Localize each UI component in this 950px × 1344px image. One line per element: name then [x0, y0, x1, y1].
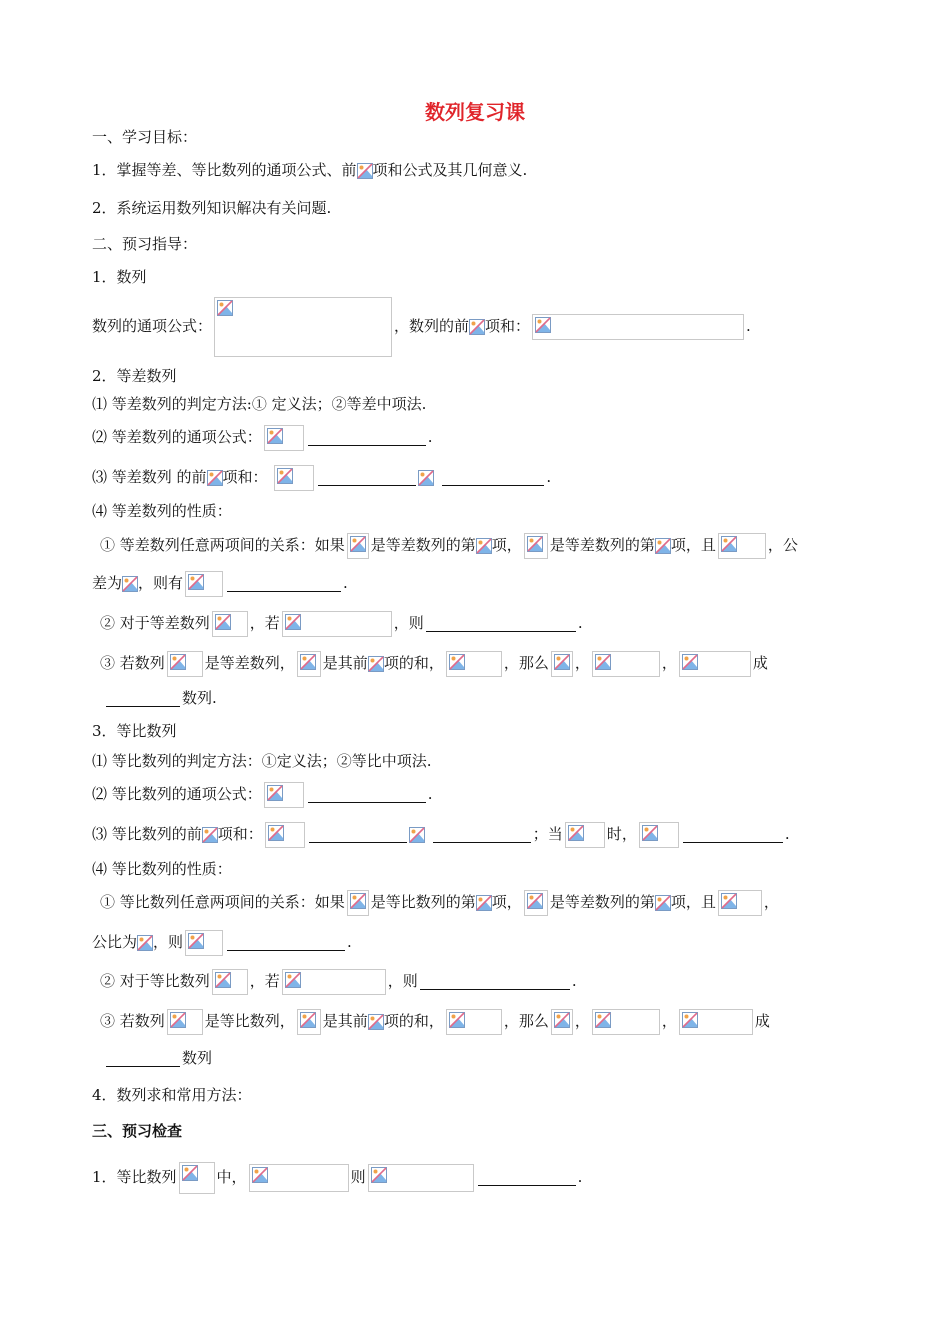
broken-image-icon	[137, 935, 153, 951]
broken-image-icon	[595, 1012, 611, 1028]
broken-image-icon	[215, 972, 231, 988]
text-line: ① 等比数列任意两项间的关系：如果 是等比数列的第 项， 是等差数列的第 项，且 ，	[92, 887, 890, 917]
fill-blank[interactable]	[227, 936, 345, 951]
broken-image-icon	[527, 536, 543, 552]
text-line: ⑷ 等差数列的性质：	[92, 502, 232, 520]
fill-blank[interactable]	[309, 828, 407, 843]
text-line: ① 等差数列任意两项间的关系：如果 是等差数列的第 项， 是等差数列的第 项，且 ，公	[92, 530, 890, 560]
formula-image	[264, 782, 304, 808]
broken-image-icon	[655, 538, 671, 554]
text-line: ③ 若数列 是等比数列， 是其前 项的和， ，那么 ， ， 成	[92, 1006, 890, 1036]
formula-image	[265, 822, 305, 848]
broken-image-icon	[170, 1012, 186, 1028]
broken-image-icon	[182, 1165, 198, 1181]
broken-image-icon	[215, 614, 231, 630]
text-line: ⑵ 等差数列的通项公式： .	[92, 422, 890, 452]
broken-image-icon	[409, 827, 425, 843]
broken-image-icon	[595, 654, 611, 670]
formula-image	[282, 969, 386, 995]
fill-blank[interactable]	[442, 471, 544, 486]
broken-image-icon	[655, 895, 671, 911]
text-line: 1．掌握等差、等比数列的通项公式、前 项和公式及其几何意义.	[92, 161, 528, 179]
formula-image	[249, 1164, 349, 1192]
broken-image-icon	[350, 893, 366, 909]
fill-blank[interactable]	[433, 828, 531, 843]
subsection-heading: 1．数列	[92, 268, 147, 286]
formula-image	[718, 533, 766, 559]
broken-image-icon	[476, 895, 492, 911]
formula-image	[532, 314, 744, 340]
broken-image-icon	[535, 317, 551, 333]
formula-image	[347, 890, 369, 916]
broken-image-icon	[527, 893, 543, 909]
text-line: ⑵ 等比数列的通项公式： .	[92, 779, 890, 809]
text-line: 差为 ，则有 .	[92, 568, 890, 598]
fill-blank[interactable]	[106, 692, 180, 707]
formula-image	[212, 611, 248, 637]
fill-blank[interactable]	[683, 828, 783, 843]
formula-image	[167, 1009, 203, 1035]
broken-image-icon	[268, 825, 284, 841]
formula-image	[718, 890, 762, 916]
formula-image	[679, 651, 751, 677]
text-line: 公比为 ，则 .	[92, 927, 890, 957]
text-line: ⑷ 等比数列的性质：	[92, 860, 232, 878]
fill-blank[interactable]	[308, 431, 426, 446]
fill-blank[interactable]	[426, 617, 576, 632]
fill-blank[interactable]	[420, 975, 570, 990]
formula-image	[185, 930, 223, 956]
section-heading: 二、预习指导：	[92, 235, 198, 253]
subsection-heading: 2．等差数列	[92, 367, 177, 385]
broken-image-icon	[277, 468, 293, 484]
formula-image	[592, 651, 660, 677]
broken-image-icon	[300, 654, 316, 670]
broken-image-icon	[188, 933, 204, 949]
broken-image-icon	[252, 1167, 268, 1183]
formula-image	[551, 651, 573, 677]
broken-image-icon	[267, 428, 283, 444]
formula-image	[639, 822, 679, 848]
broken-image-icon	[217, 300, 233, 316]
broken-image-icon	[188, 574, 204, 590]
formula-image	[179, 1162, 215, 1194]
subsection-heading: 4．数列求和常用方法：	[92, 1086, 252, 1104]
formula-image	[297, 651, 321, 677]
formula-image	[524, 533, 548, 559]
formula-image	[264, 425, 304, 451]
formula-image	[167, 651, 203, 677]
broken-image-icon	[721, 536, 737, 552]
text-line: ⑴ 等差数列的判定方法:① 定义法；②等差中项法.	[92, 395, 427, 413]
formula-image	[524, 890, 548, 916]
broken-image-icon	[476, 538, 492, 554]
broken-image-icon	[568, 825, 584, 841]
text-line: ⑶ 等差数列 的前 项和： .	[92, 462, 890, 492]
formula-image	[446, 1009, 502, 1035]
text-line: ⑶ 等比数列的前 项和： ；当 时， .	[92, 819, 890, 849]
text-line: ⑴ 等比数列的判定方法：①定义法；②等比中项法.	[92, 752, 432, 770]
broken-image-icon	[449, 1012, 465, 1028]
text-line: ③ 若数列 是等差数列， 是其前 项的和， ，那么 ， ， 成	[92, 648, 890, 678]
section-heading: 一、学习目标：	[92, 128, 198, 146]
formula-image	[592, 1009, 660, 1035]
broken-image-icon	[371, 1167, 387, 1183]
broken-image-icon	[285, 972, 301, 988]
fill-blank[interactable]	[478, 1171, 576, 1186]
formula-image	[551, 1009, 573, 1035]
page-title: 数列复习课	[425, 100, 525, 124]
formula-image	[679, 1009, 753, 1035]
broken-image-icon	[721, 893, 737, 909]
broken-image-icon	[368, 1014, 384, 1030]
formula-image	[185, 571, 223, 597]
text-line: 数列	[92, 1043, 890, 1073]
broken-image-icon	[267, 785, 283, 801]
broken-image-icon	[357, 163, 373, 179]
broken-image-icon	[285, 614, 301, 630]
fill-blank[interactable]	[227, 577, 341, 592]
formula-image	[565, 822, 605, 848]
text-line: 2．系统运用数列知识解决有关问题.	[92, 199, 332, 217]
broken-image-icon	[170, 654, 186, 670]
text-line: ② 对于等比数列 ，若 ，则 .	[92, 966, 890, 996]
broken-image-icon	[554, 1012, 570, 1028]
broken-image-icon	[122, 576, 138, 592]
broken-image-icon	[350, 536, 366, 552]
formula-image	[297, 1009, 321, 1035]
fill-blank[interactable]	[308, 788, 426, 803]
broken-image-icon	[207, 470, 223, 486]
section-heading: 三、预习检查	[92, 1122, 183, 1140]
fill-blank[interactable]	[106, 1052, 180, 1067]
formula-image	[368, 1164, 474, 1192]
formula-image	[274, 465, 314, 491]
text-line: 1．等比数列 中， 则 .	[92, 1160, 890, 1194]
subsection-heading: 3．等比数列	[92, 722, 177, 740]
formula-image	[347, 533, 369, 559]
broken-image-icon	[469, 319, 485, 335]
text-line: ② 对于等差数列 ，若 ，则 .	[92, 608, 890, 638]
broken-image-icon	[368, 656, 384, 672]
broken-image-icon	[682, 654, 698, 670]
broken-image-icon	[449, 654, 465, 670]
formula-image	[212, 969, 248, 995]
broken-image-icon	[642, 825, 658, 841]
broken-image-icon	[418, 470, 434, 486]
formula-image	[282, 611, 392, 637]
formula-image	[214, 297, 392, 357]
broken-image-icon	[682, 1012, 698, 1028]
broken-image-icon	[554, 654, 570, 670]
text-line: 数列的通项公式： ，数列的前 项和： .	[92, 296, 890, 356]
text-line: 数列.	[92, 683, 890, 713]
fill-blank[interactable]	[318, 471, 416, 486]
broken-image-icon	[202, 827, 218, 843]
broken-image-icon	[300, 1012, 316, 1028]
formula-image	[446, 651, 502, 677]
